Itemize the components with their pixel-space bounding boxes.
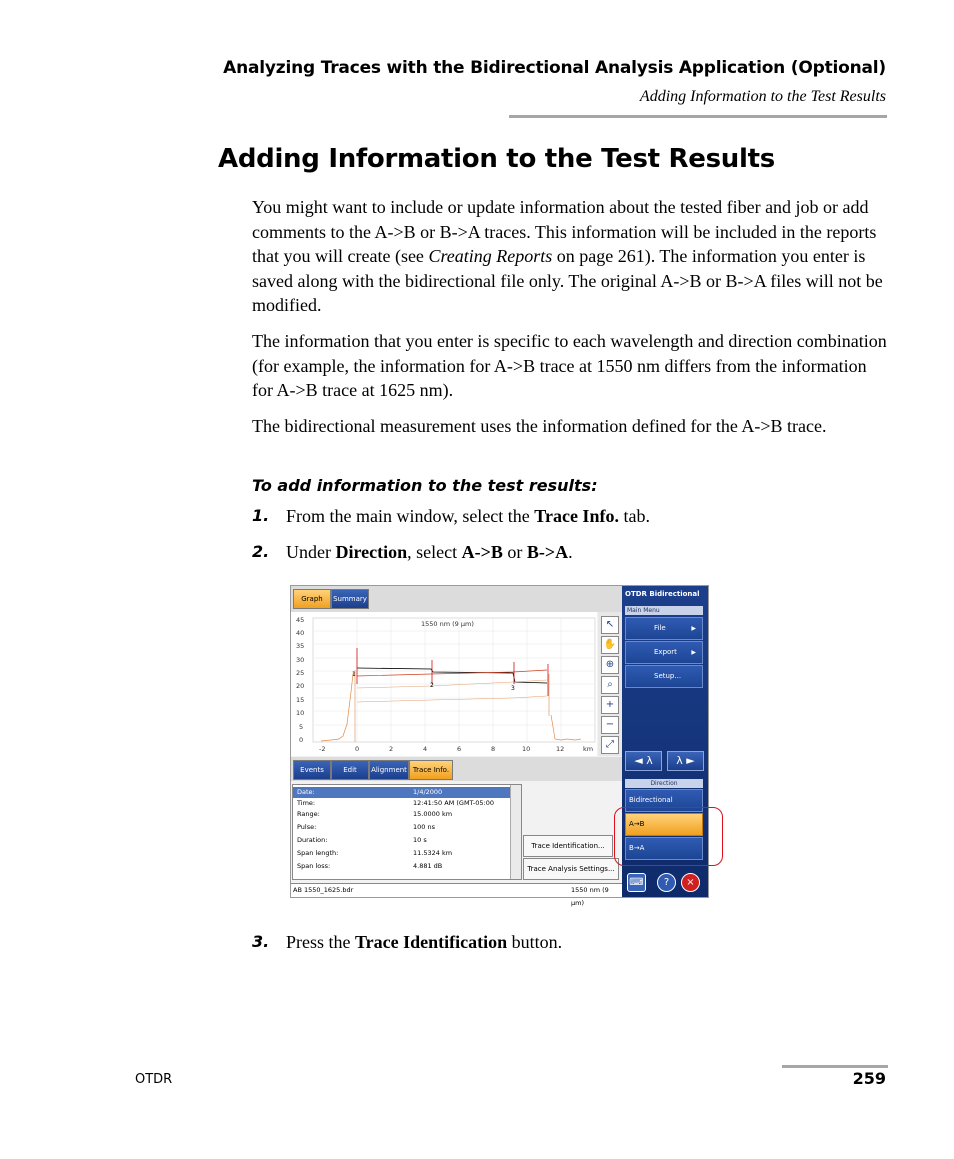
side-menu-title: OTDR Bidirectional <box>625 590 700 598</box>
otdr-graph[interactable] <box>291 612 597 756</box>
running-header-subtitle: Adding Information to the Test Results <box>639 88 886 105</box>
y-tick: 35 <box>296 642 305 650</box>
close-icon[interactable]: × <box>681 873 700 892</box>
event-marker-1: 1 <box>352 671 356 678</box>
y-tick: 25 <box>296 669 305 677</box>
x-tick: 4 <box>423 745 428 753</box>
direction-highlight-callout <box>614 807 723 866</box>
zoom-fit-icon[interactable]: ⌕ <box>601 676 619 694</box>
status-wavelength: 1550 nm (9 µm) <box>571 886 609 907</box>
list-item[interactable]: Duration: 10 s <box>297 836 427 844</box>
tab-events[interactable]: Events <box>293 760 331 780</box>
tab-edit[interactable]: Edit <box>331 760 369 780</box>
graph-wavelength-label: 1550 nm (9 µm) <box>421 620 474 628</box>
x-unit: km <box>583 745 594 753</box>
list-item[interactable]: Span loss: 4.881 dB <box>297 862 443 870</box>
menu-item-file[interactable]: File ▶ <box>625 617 703 640</box>
list-item[interactable]: Pulse: 100 ns <box>297 823 435 831</box>
running-header-title: Analyzing Traces with the Bidirectional Analysis Application (Optional) <box>223 58 886 78</box>
creating-reports-link[interactable]: Creating Reports <box>428 246 553 266</box>
x-tick: 2 <box>389 745 394 753</box>
y-tick: 0 <box>299 736 304 744</box>
trace-identification-button[interactable]: Trace Identification... <box>523 835 613 857</box>
y-tick: 15 <box>296 696 305 704</box>
help-icon[interactable]: ? <box>657 873 676 892</box>
trace-info-list[interactable] <box>292 784 522 880</box>
event-marker-2: 2 <box>430 682 434 689</box>
list-item[interactable]: Range: 15.0000 km <box>297 810 453 818</box>
zoom-area-icon[interactable]: ⊕ <box>601 656 619 674</box>
x-tick: -2 <box>319 745 326 753</box>
measurement-paragraph: The bidirectional measurement uses the information defined for the A->B trace. <box>252 416 827 436</box>
list-item[interactable]: Span length: 11.5324 km <box>297 849 453 857</box>
direction-a-to-b[interactable]: A→B <box>625 813 703 836</box>
event-marker-3: 3 <box>511 685 515 692</box>
wavelength-paragraph: The information that you enter is specific to each wavelength and direction combination (for example, the information for A->B trace at 1550 nm differs from the information for A->B trace at 1625 nm). <box>252 331 887 400</box>
top-tabbar <box>291 586 622 612</box>
y-tick: 45 <box>296 616 305 624</box>
zoom-out-icon[interactable]: − <box>601 716 619 734</box>
hand-icon[interactable]: ✋ <box>601 636 619 654</box>
status-bar <box>291 883 622 907</box>
arrow-right-icon: ▶ <box>691 649 696 656</box>
pointer-icon[interactable]: ↖ <box>601 616 619 634</box>
y-tick: 40 <box>296 629 305 637</box>
lambda-next-button[interactable]: λ ► <box>667 751 704 771</box>
direction-bidirectional[interactable]: Bidirectional <box>625 789 703 812</box>
tab-graph[interactable]: Graph <box>293 589 331 609</box>
list-scrollbar[interactable] <box>510 785 521 879</box>
intro-paragraph: You might want to include or update information about the tested fiber and job or add comments to the A->B or B->A traces. This information will be included in the reports that you will create (see Creating Reports on page 261). The information you enter is saved along with the bidirectional file only. The original A->B or B->A files will not be modified. <box>252 197 883 315</box>
menu-item-setup[interactable]: Setup... <box>625 665 703 688</box>
y-tick: 5 <box>299 723 304 731</box>
main-menu-header: Main Menu <box>625 606 703 615</box>
graph-toolbar <box>598 612 622 756</box>
page-number: 259 <box>852 1069 886 1088</box>
header-rule <box>509 115 887 118</box>
direction-header: Direction <box>625 779 703 788</box>
x-tick: 0 <box>355 745 360 753</box>
tab-summary[interactable]: Summary <box>331 589 369 609</box>
menu-item-export[interactable]: Export ▶ <box>625 641 703 664</box>
x-tick: 10 <box>522 745 531 753</box>
page-title: Adding Information to the Test Results <box>218 144 775 174</box>
lambda-prev-button[interactable]: ◄ λ <box>625 751 662 771</box>
procedure-title: To add information to the test results: <box>252 476 598 495</box>
footer-product: OTDR <box>135 1072 173 1087</box>
arrow-right-icon: ▶ <box>691 625 696 632</box>
tab-trace-info[interactable]: Trace Info. <box>409 760 453 780</box>
y-tick: 10 <box>296 709 305 717</box>
keyboard-icon[interactable]: ⌨ <box>627 873 646 892</box>
tab-alignment[interactable]: Alignment <box>369 760 409 780</box>
list-item[interactable]: Time: 12:41:50 AM (GMT-05:00 <box>297 799 495 807</box>
y-tick: 20 <box>296 682 305 690</box>
x-tick: 8 <box>491 745 496 753</box>
zoom-in-icon[interactable]: + <box>601 696 619 714</box>
full-view-icon[interactable]: ⤢ <box>601 736 619 754</box>
status-file: AB 1550_1625.bdr <box>293 886 354 894</box>
x-tick: 6 <box>457 745 462 753</box>
x-tick: 12 <box>556 745 565 753</box>
trace-analysis-settings-button[interactable]: Trace Analysis Settings... <box>523 858 619 880</box>
y-tick: 30 <box>296 656 305 664</box>
direction-b-to-a[interactable]: B→A <box>625 837 703 860</box>
list-item[interactable]: Date: 1/4/2000 <box>293 787 511 798</box>
lower-tabbar <box>291 757 622 781</box>
footer-rule <box>782 1065 888 1068</box>
